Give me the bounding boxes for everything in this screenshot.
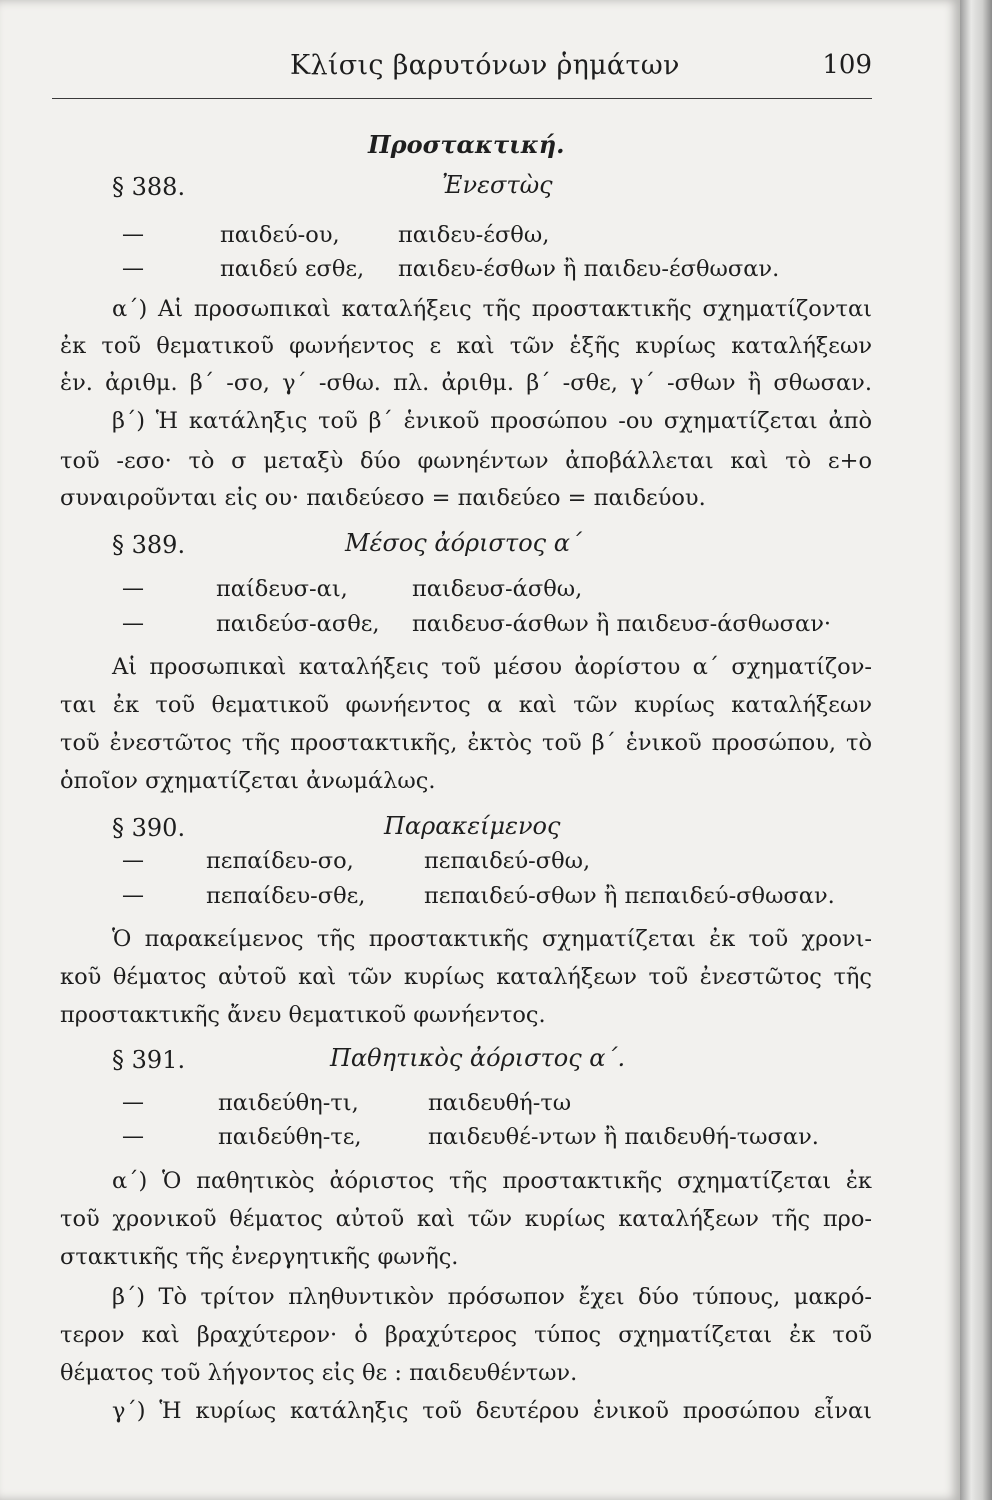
paragraph-line: ται ἐκ τοῦ θεματικοῦ φωνήεντος α καὶ τῶν κυρίως καταλήξεων — [60, 692, 872, 718]
conjugation-dash: — — [122, 883, 144, 908]
paragraph-line: συναιροῦνται εἰς ου· παιδεύεσο = παιδεύεο = παιδεύου. — [60, 485, 706, 511]
mood-heading: Προστακτική. — [368, 130, 565, 159]
paragraph-line: ὁποῖον σχηματίζεται ἀνωμάλως. — [60, 768, 436, 794]
second-person-form: παίδευσ-αι, — [216, 576, 348, 602]
second-person-form: παιδεύσ-ασθε, — [216, 611, 380, 637]
second-person-form: παιδεύ-ου, — [220, 222, 340, 248]
paragraph-line: α΄) Ὁ παθητικὸς ἀόριστος τῆς προστακτικῆς σχηματίζεται ἐκ — [112, 1168, 872, 1194]
third-person-form: παιδευσ-άσθων ἢ παιδευσ-άσθωσαν· — [412, 611, 832, 637]
paragraph-line: γ΄) Ἡ κυρίως κατάληξις τοῦ δευτέρου ἑνικοῦ προσώπου εἶναι — [112, 1398, 872, 1424]
conjugation-dash: — — [122, 848, 144, 873]
paragraph-line: στακτικῆς τῆς ἐνεργητικῆς φωνῆς. — [60, 1244, 459, 1270]
conjugation-dash: — — [122, 1090, 144, 1115]
section-number: § 391. — [112, 1046, 186, 1074]
conjugation-dash: — — [122, 576, 144, 601]
section-number: § 389. — [112, 531, 186, 559]
section-number: § 388. — [112, 173, 186, 201]
third-person-form: παιδευ-έσθω, — [398, 222, 550, 248]
third-person-form: παιδευθή-τω — [428, 1090, 572, 1116]
paragraph-line: τοῦ -εσο· τὸ σ μεταξὺ δύο φωνηέντων ἀποβάλλεται καὶ τὸ ε+ο — [60, 448, 872, 474]
paragraph-line: β΄) Τὸ τρίτον πληθυντικὸν πρόσωπον ἔχει δύο τύπους, μακρό- — [112, 1284, 872, 1310]
tense-heading: Παθητικὸς ἀόριστος α΄. — [330, 1044, 626, 1072]
conjugation-dash: — — [122, 611, 144, 636]
paragraph-line: τοῦ χρονικοῦ θέματος αὐτοῦ καὶ τῶν κυρίως καταλήξεων τῆς προ- — [60, 1206, 872, 1232]
paragraph-line: θέματος τοῦ λήγοντος εἰς θε : παιδευθέντων. — [60, 1360, 578, 1386]
third-person-form: παιδευ-έσθων ἢ παιδευ-έσθωσαν. — [398, 256, 780, 282]
paragraph-line: προστακτικῆς ἄνευ θεματικοῦ φωνήεντος. — [60, 1002, 546, 1028]
paragraph-line: Ὁ παρακείμενος τῆς προστακτικῆς σχηματίζεται ἐκ τοῦ χρονι- — [112, 926, 872, 952]
header-rule — [52, 98, 872, 99]
paragraph-line: ἑν. ἀριθμ. β΄ -σο, γ΄ -σθω. πλ. ἀριθμ. β΄ -σθε, γ΄ -σθων ἢ σθωσαν. — [60, 370, 872, 396]
section-number: § 390. — [112, 814, 186, 842]
second-person-form: παιδεύθη-τι, — [218, 1090, 359, 1116]
paragraph-line: Αἱ προσωπικαὶ καταλήξεις τοῦ μέσου ἀορίστου α΄ σχηματίζον- — [112, 654, 872, 680]
third-person-form: πεπαιδεύ-σθων ἢ πεπαιδεύ-σθωσαν. — [424, 883, 835, 909]
third-person-form: παιδευθέ-ντων ἢ παιδευθή-τωσαν. — [428, 1124, 819, 1150]
conjugation-dash: — — [122, 256, 144, 281]
tense-heading: Ἐνεστὼς — [442, 171, 553, 199]
second-person-form: παιδεύθη-τε, — [218, 1124, 362, 1150]
paragraph-line: ἐκ τοῦ θεματικοῦ φωνήεντος ε καὶ τῶν ἑξῆς κυρίως καταλήξεων — [60, 333, 872, 359]
second-person-form: παιδεύ εσθε, — [220, 256, 365, 282]
page-edge — [960, 0, 992, 1500]
page-header — [52, 44, 872, 94]
tense-heading: Μέσος ἀόριστος α΄ — [345, 529, 582, 557]
third-person-form: παιδευσ-άσθω, — [412, 576, 583, 602]
paragraph-line: τοῦ ἐνεστῶτος τῆς προστακτικῆς, ἐκτὸς τοῦ β΄ ἑνικοῦ προσώπου, τὸ — [60, 730, 872, 756]
page-number: 109 — [822, 50, 872, 80]
third-person-form: πεπαιδεύ-σθω, — [424, 848, 591, 874]
second-person-form: πεπαίδευ-σο, — [206, 848, 354, 874]
tense-heading: Παρακείμενος — [384, 812, 561, 840]
conjugation-dash: — — [122, 222, 144, 247]
paragraph-line: κοῦ θέματος αὐτοῦ καὶ τῶν κυρίως καταλήξεων τοῦ ἐνεστῶτος τῆς — [60, 964, 872, 990]
second-person-form: πεπαίδευ-σθε, — [206, 883, 366, 909]
paragraph-line: τερον καὶ βραχύτερον· ὁ βραχύτερος τύπος σχηματίζεται ἐκ τοῦ — [60, 1322, 872, 1348]
running-title: Κλίσις βαρυτόνων ῥημάτων — [290, 50, 680, 81]
paragraph-line: β΄) Ἡ κατάληξις τοῦ β΄ ἑνικοῦ προσώπου -ου σχηματίζεται ἀπὸ — [112, 408, 872, 434]
conjugation-dash: — — [122, 1124, 144, 1149]
paragraph-line: α΄) Αἱ προσωπικαὶ καταλήξεις τῆς προστακτικῆς σχηματίζονται — [112, 296, 872, 322]
